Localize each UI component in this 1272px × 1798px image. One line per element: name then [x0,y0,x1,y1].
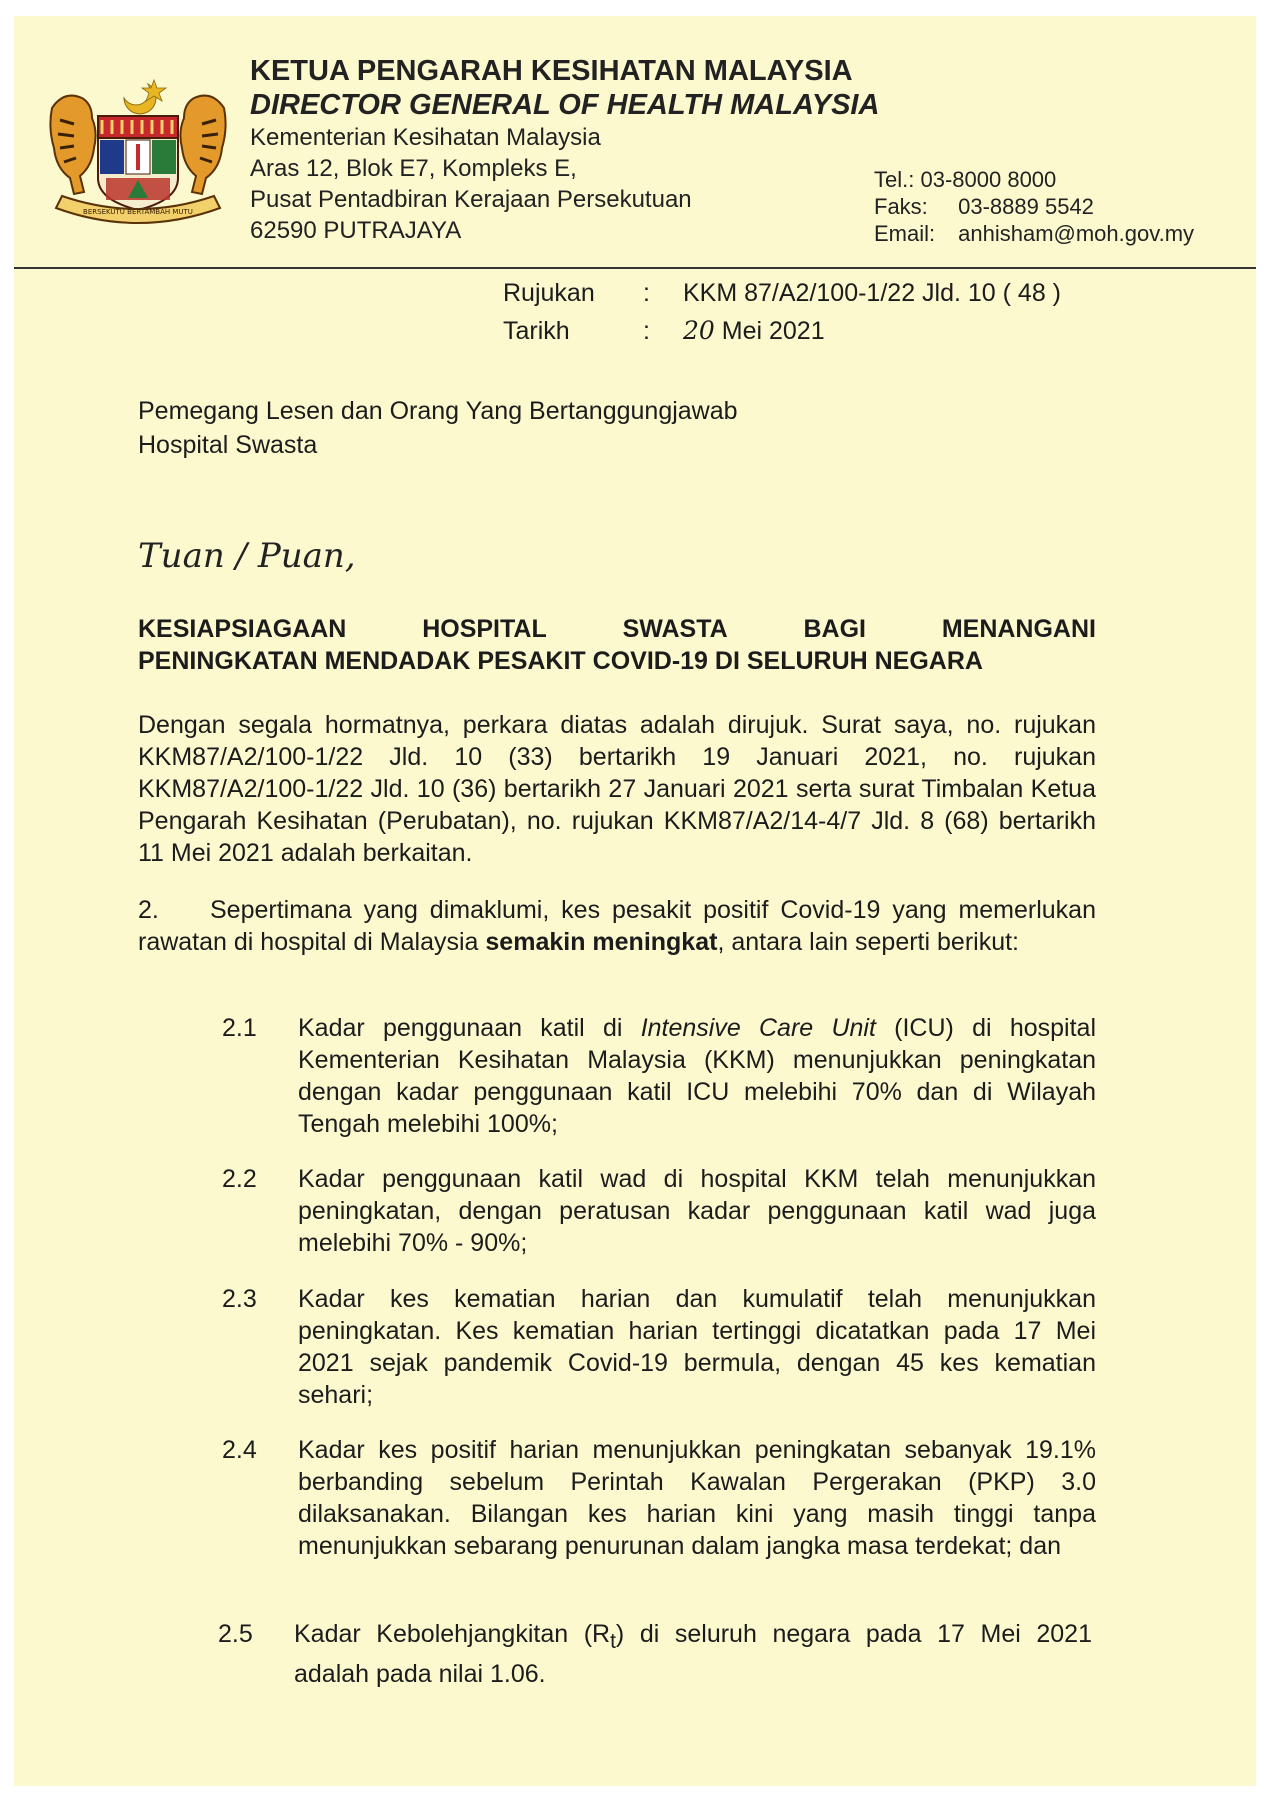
subject-word: KESIAPSIAGAAN [138,615,347,643]
item-number: 2.2 [222,1165,257,1193]
reference-row [503,274,1061,312]
contact-value: anhisham@moh.gov.my [958,221,1195,246]
reference-label: Rujukan [503,279,595,307]
addressee [138,394,738,462]
item-text [294,1618,1092,1690]
reference-block [503,274,1061,350]
contact-block [874,166,1194,247]
address-line: 62590 PUTRAJAYA [250,217,462,244]
subject-word: HOSPITAL [422,615,547,643]
reference-value: KKM 87/A2/100-1/22 Jld. 10 ( 48 ) [683,279,1061,307]
subject-heading [138,613,1096,677]
address-line: Aras 12, Blok E7, Kompleks E, [250,155,577,182]
date-colon: : [643,317,650,345]
paragraph-text: , antara lain seperti berikut: [717,928,1019,956]
item-number: 2.1 [222,1014,257,1042]
subject-word: BAGI [803,615,866,643]
contact-value: 03-8889 5542 [958,194,1094,219]
item-text: Kadar kes kematian harian dan kumulatif telah menunjukkan peningkatan. Kes kematian harian tertinggi dicatatkan pada 17 Mei 2021 sejak pandemik Covid-19 bermula, dengan 45 kes kematian sehari; [298,1285,1096,1409]
svg-text:BERSEKUTU BERTAMBAH MUTU: BERSEKUTU BERTAMBAH MUTU [83,208,193,216]
letterhead [250,54,879,246]
address-line: Pusat Pentadbiran Kerajaan Persekutuan [250,186,692,213]
contact-label: Tel.: [874,167,915,192]
item-text-italic: Intensive Care Unit [640,1014,876,1042]
date-label: Tarikh [503,317,570,345]
item-text [298,1012,1096,1140]
subject-line-2: PENINGKATAN MENDADAK PESAKIT COVID-19 DI SELURUH NEGARA [138,647,983,675]
date-value: Mei 2021 [721,317,825,345]
paragraph-2 [138,894,1096,958]
item-text-subscript: t [610,1630,616,1653]
org-title-en: DIRECTOR GENERAL OF HEALTH MALAYSIA [250,89,880,121]
subject-word: SWASTA [622,615,728,643]
item-text: Kadar penggunaan katil wad di hospital KKM telah menunjukkan peningkatan, dengan peratusan kadar penggunaan katil wad juga melebihi 70% - 90%; [298,1165,1096,1257]
addressee-line: Hospital Swasta [138,431,318,459]
paragraph-text: Sepertimana yang dimaklumi, kes pesakit positif Covid-19 yang memerlukan rawatan di hospital di Malaysia [138,896,1096,956]
reference-colon: : [643,279,650,307]
item-number: 2.3 [222,1285,257,1313]
contact-label: Email: [874,221,936,246]
paragraph-number: 2. [138,896,159,924]
item-text-part: Kadar Kebolehjangkitan (R [294,1620,611,1648]
item-text: Kadar kes positif harian menunjukkan peningkatan sebanyak 19.1% berbanding sebelum Perintah Kawalan Pergerakan (PKP) 3.0 dilaksanakan. Bilangan kes harian kini yang masih tinggi tanpa menunjukkan sebarang penurunan dalam jangka masa terdekat; dan [298,1436,1096,1560]
date-day-handwritten: 20 [683,316,715,345]
contact-tel [874,166,1194,193]
org-title-ms: KETUA PENGARAH KESIHATAN MALAYSIA [250,55,853,87]
paragraph-1: Dengan segala hormatnya, perkara diatas adalah dirujuk. Surat saya, no. rujukan KKM87/A2/100-1/22 Jld. 10 (33) bertarikh 19 Januari 2021, no. rujukan KKM87/A2/100-1/22 Jld. 10 (36) bertarikh 27 Januari 2021 serta surat Timbalan Ketua Pengarah Kesihatan (Perubatan), no. rujukan KKM87/A2/14-4/7 Jld. 8 (68) bertarikh 11 Mei 2021 adalah berkaitan. [138,711,1096,867]
item-text-part: Kadar penggunaan katil di [298,1014,641,1042]
letter-page [14,16,1256,1786]
contact-label: Faks: [874,194,928,219]
contact-value: 03-8000 8000 [920,167,1057,192]
item-number: 2.4 [222,1436,257,1464]
addressee-line: Pemegang Lesen dan Orang Yang Bertanggungjawab [138,397,738,425]
item-number: 2.5 [218,1620,253,1648]
coat-of-arms-logo [42,68,234,228]
contact-fax [874,193,1194,220]
item-text-part: ) di seluruh negara pada 17 Mei 2021 adalah pada nilai 1.06. [294,1620,1092,1688]
subject-word: MENANGANI [941,615,1096,643]
item-text-part: (ICU) di hospital Kementerian Kesihatan Malaysia (KKM) menunjukkan peningkatan dengan kadar penggunaan katil ICU melebihi 70% dan di Wilayah Tengah melebihi 100%; [298,1014,1096,1138]
subject-line-1 [138,613,1096,645]
contact-email [874,220,1194,247]
paragraph-emphasis: semakin meningkat [485,928,718,956]
salutation: Tuan / Puan, [138,536,356,576]
header-divider [14,267,1256,269]
address-line: Kementerian Kesihatan Malaysia [250,124,601,151]
date-row [503,312,1061,350]
